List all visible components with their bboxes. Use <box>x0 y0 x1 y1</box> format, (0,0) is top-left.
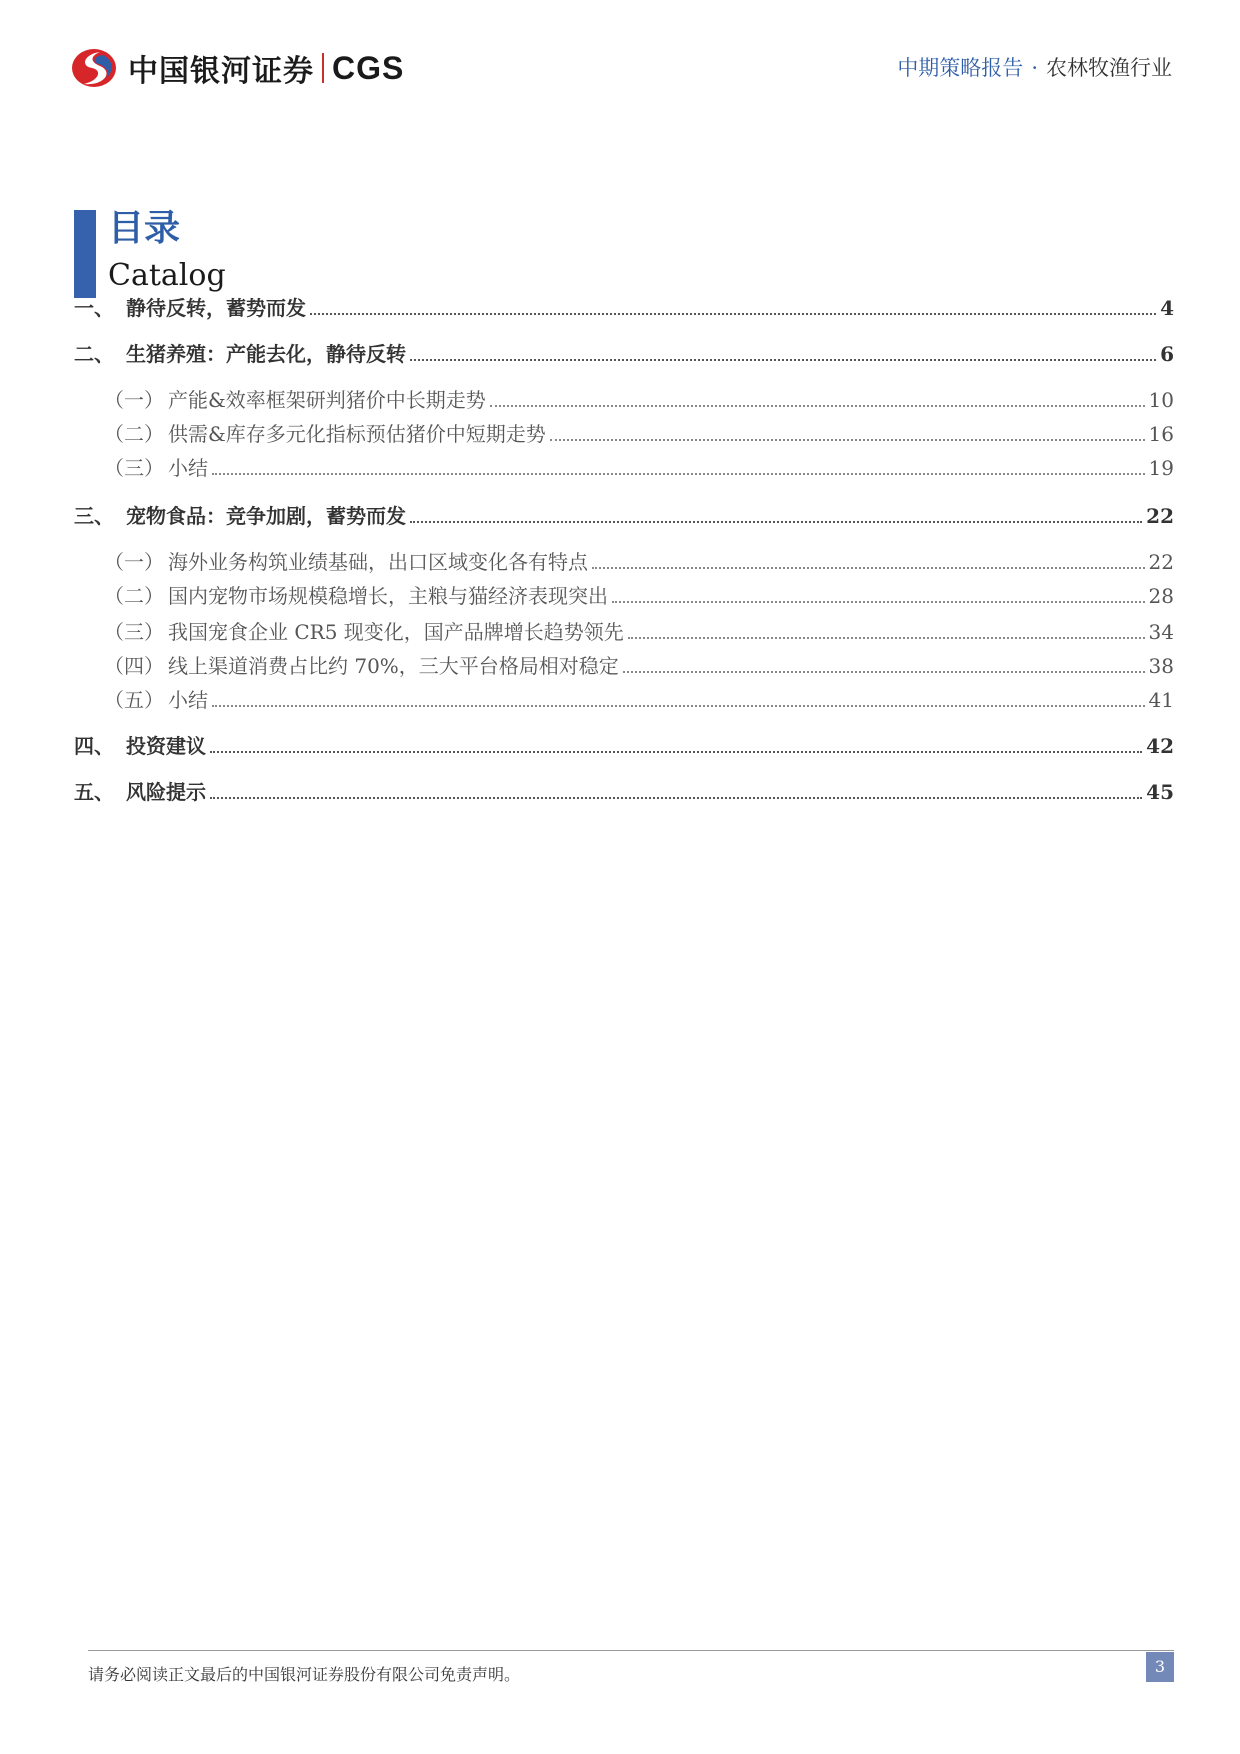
toc-entry-page: 41 <box>1148 688 1174 712</box>
toc-entry-label: 小结 <box>168 688 208 712</box>
toc-dot-leader <box>210 751 1142 753</box>
toc-dot-leader <box>410 521 1142 523</box>
toc-entry[interactable] <box>74 338 1174 367</box>
toc-entry-page: 34 <box>1148 620 1174 644</box>
toc-entry[interactable] <box>74 292 1174 321</box>
toc-entry-number: 一、 <box>74 296 114 320</box>
toc-dot-leader <box>212 473 1145 475</box>
toc-entry-number: （三） <box>104 620 164 644</box>
toc-entry[interactable] <box>74 500 1174 529</box>
toc-entry-number: （五） <box>104 688 164 712</box>
toc-entry-label: 我国宠食企业 CR5 现变化，国产品牌增长趋势领先 <box>168 620 624 644</box>
toc-dot-leader <box>210 797 1142 799</box>
toc-entry-label: 小结 <box>168 456 208 480</box>
toc-entry[interactable] <box>74 650 1174 679</box>
toc-entry-label: 海外业务构筑业绩基础，出口区域变化各有特点 <box>168 550 588 574</box>
toc-entry-number: （一） <box>104 550 164 574</box>
toc-entry-number: （二） <box>104 422 164 446</box>
galaxy-logo-icon <box>70 46 118 90</box>
title-accent-bar <box>74 210 96 298</box>
report-header-title <box>897 52 1172 82</box>
industry-name: 农林牧渔行业 <box>1046 56 1172 80</box>
toc-entry-page: 42 <box>1146 734 1174 758</box>
toc-entry[interactable] <box>74 418 1174 447</box>
toc-dot-leader <box>310 313 1156 315</box>
toc-entry-label: 供需&库存多元化指标预估猪价中短期走势 <box>168 422 546 446</box>
toc-entry-label: 宠物食品：竞争加剧，蓄势而发 <box>126 504 406 528</box>
toc-entry[interactable] <box>74 616 1174 645</box>
toc-dot-leader <box>212 705 1145 707</box>
toc-entry-page: 22 <box>1146 504 1174 528</box>
logo-english-name: CGS <box>332 49 405 86</box>
toc-entry-number: （四） <box>104 654 164 678</box>
toc-dot-leader <box>490 405 1145 407</box>
toc-entry-page: 16 <box>1148 422 1174 446</box>
toc-entry-page: 10 <box>1148 388 1174 412</box>
toc-entry-label: 生猪养殖：产能去化，静待反转 <box>126 342 406 366</box>
toc-entry[interactable] <box>74 452 1174 481</box>
footer-disclaimer: 请务必阅读正文最后的中国银河证券股份有限公司免责声明。 <box>88 1665 521 1684</box>
toc-entry[interactable] <box>74 730 1174 759</box>
toc-dot-leader <box>628 637 1145 639</box>
toc-entry-number: 四、 <box>74 734 114 758</box>
catalog-title-cn: 目录 <box>108 207 181 249</box>
catalog-title-en: Catalog <box>108 258 226 293</box>
catalog-title-block <box>74 208 374 296</box>
toc-entry-label: 投资建议 <box>126 734 206 758</box>
toc-entry-label: 国内宠物市场规模稳增长，主粮与猫经济表现突出 <box>168 584 608 608</box>
header-separator: · <box>1031 56 1038 80</box>
toc-entry-number: 五、 <box>74 780 114 804</box>
logo-divider <box>322 53 324 83</box>
toc-entry-page: 22 <box>1148 550 1174 574</box>
toc-entry-number: （三） <box>104 456 164 480</box>
toc-entry-number: （一） <box>104 388 164 412</box>
toc-dot-leader <box>623 671 1145 673</box>
toc-entry[interactable] <box>74 776 1174 805</box>
toc-entry-page: 28 <box>1148 584 1174 608</box>
toc-entry-page: 6 <box>1160 342 1174 366</box>
toc-entry-label: 风险提示 <box>126 780 206 804</box>
page-header <box>0 0 1240 120</box>
toc-entry[interactable] <box>74 580 1174 609</box>
toc-entry[interactable] <box>74 546 1174 575</box>
logo-chinese-name: 中国银河证券 <box>128 54 314 89</box>
page-number: 3 <box>1146 1652 1174 1682</box>
toc-entry-label: 静待反转，蓄势而发 <box>126 296 306 320</box>
toc-dot-leader <box>410 359 1156 361</box>
toc-entry[interactable] <box>74 684 1174 713</box>
footer-divider <box>88 1650 1174 1651</box>
company-logo <box>70 46 404 90</box>
toc-dot-leader <box>550 439 1145 441</box>
toc-entry-number: （二） <box>104 584 164 608</box>
toc-dot-leader <box>612 601 1145 603</box>
toc-entry[interactable] <box>74 384 1174 413</box>
toc-entry-number: 三、 <box>74 504 114 528</box>
toc-dot-leader <box>592 567 1145 569</box>
toc-entry-label: 产能&效率框架研判猪价中长期走势 <box>168 388 486 412</box>
toc-entry-page: 45 <box>1146 780 1174 804</box>
toc-entry-page: 19 <box>1148 456 1174 480</box>
toc-entry-page: 38 <box>1148 654 1174 678</box>
report-type: 中期策略报告 <box>897 56 1024 80</box>
toc-entry-label: 线上渠道消费占比约 70%，三大平台格局相对稳定 <box>168 654 619 678</box>
toc-entry-page: 4 <box>1160 296 1174 320</box>
toc-entry-number: 二、 <box>74 342 114 366</box>
